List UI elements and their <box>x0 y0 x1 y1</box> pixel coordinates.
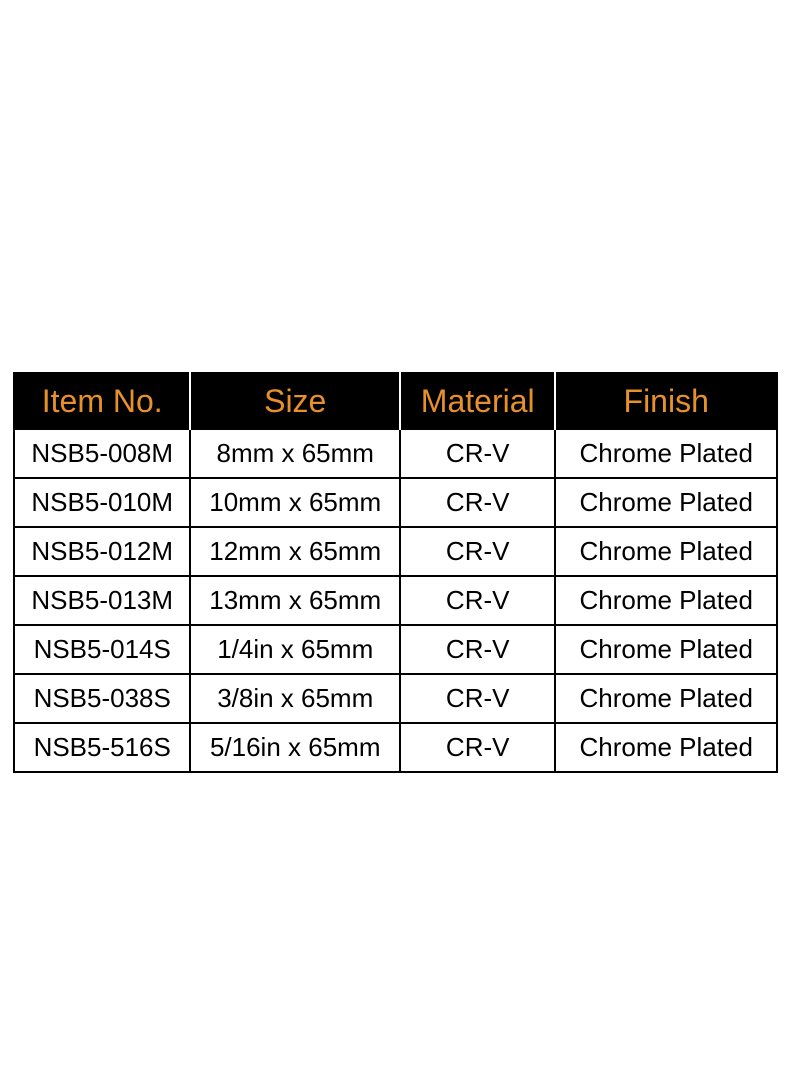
cell-item-no: NSB5-010M <box>14 478 190 527</box>
cell-material: CR-V <box>400 625 555 674</box>
cell-finish: Chrome Plated <box>555 723 777 772</box>
cell-size: 12mm x 65mm <box>190 527 400 576</box>
cell-material: CR-V <box>400 527 555 576</box>
table-row <box>14 576 777 625</box>
table-row <box>14 478 777 527</box>
cell-finish: Chrome Plated <box>555 674 777 723</box>
cell-material: CR-V <box>400 429 555 478</box>
cell-material: CR-V <box>400 478 555 527</box>
cell-size: 8mm x 65mm <box>190 429 400 478</box>
spec-table <box>13 372 778 773</box>
cell-finish: Chrome Plated <box>555 625 777 674</box>
header-item-no: Item No. <box>14 373 190 429</box>
cell-material: CR-V <box>400 723 555 772</box>
table-row <box>14 723 777 772</box>
table-row <box>14 429 777 478</box>
cell-finish: Chrome Plated <box>555 576 777 625</box>
cell-finish: Chrome Plated <box>555 527 777 576</box>
table-row <box>14 674 777 723</box>
cell-size: 10mm x 65mm <box>190 478 400 527</box>
cell-item-no: NSB5-013M <box>14 576 190 625</box>
cell-size: 13mm x 65mm <box>190 576 400 625</box>
cell-item-no: NSB5-516S <box>14 723 190 772</box>
header-size: Size <box>190 373 400 429</box>
cell-item-no: NSB5-012M <box>14 527 190 576</box>
cell-size: 1/4in x 65mm <box>190 625 400 674</box>
cell-item-no: NSB5-014S <box>14 625 190 674</box>
table-row <box>14 527 777 576</box>
cell-material: CR-V <box>400 674 555 723</box>
header-row <box>14 373 777 429</box>
cell-finish: Chrome Plated <box>555 429 777 478</box>
cell-material: CR-V <box>400 576 555 625</box>
cell-item-no: NSB5-038S <box>14 674 190 723</box>
cell-finish: Chrome Plated <box>555 478 777 527</box>
cell-size: 5/16in x 65mm <box>190 723 400 772</box>
table-row <box>14 625 777 674</box>
header-material: Material <box>400 373 555 429</box>
cell-item-no: NSB5-008M <box>14 429 190 478</box>
cell-size: 3/8in x 65mm <box>190 674 400 723</box>
header-finish: Finish <box>555 373 777 429</box>
